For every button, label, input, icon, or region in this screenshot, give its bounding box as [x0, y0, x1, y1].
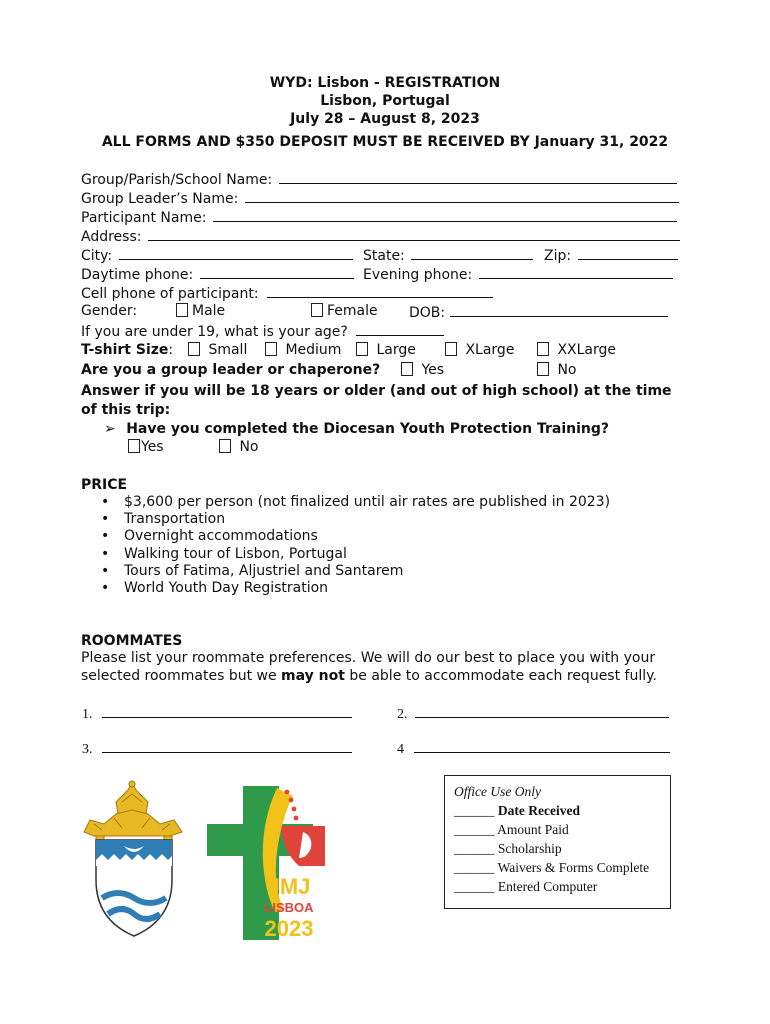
- male-label: Male: [192, 303, 226, 319]
- tshirt-label: T-shirt Size: [81, 342, 169, 358]
- size-large-label: Large: [376, 342, 416, 358]
- office-item-label: Waivers & Forms Complete: [497, 860, 650, 875]
- daytime-phone-field[interactable]: [200, 265, 354, 279]
- size-xlarge-checkbox[interactable]: [445, 342, 457, 356]
- participant-name-row: [81, 208, 677, 226]
- roommate-3-number: 3.: [82, 742, 93, 757]
- training-no-label: No: [239, 439, 259, 455]
- zip-label: Zip:: [544, 248, 572, 264]
- logo-text-year: 2023: [264, 916, 314, 941]
- size-xlarge-label: XLarge: [465, 342, 515, 358]
- office-item-label: Entered Computer: [497, 879, 598, 894]
- arrow-bullet-icon: ➢: [104, 421, 116, 437]
- office-blank: ______: [454, 841, 495, 856]
- age-label: If you are under 19, what is your age?: [81, 324, 348, 340]
- office-item: [454, 801, 670, 820]
- cell-phone-label: Cell phone of participant:: [81, 286, 259, 302]
- roommate-2-number: 2.: [397, 707, 408, 722]
- jmj-lisboa-logo-icon: [203, 782, 353, 944]
- size-xxlarge-option[interactable]: [537, 342, 616, 358]
- roommates-heading: ROOMMATES: [81, 633, 183, 649]
- price-item: • Walking tour of Lisbon, Portugal: [103, 546, 610, 563]
- leader-name-label: Group Leader’s Name:: [81, 191, 239, 207]
- address-field[interactable]: [148, 227, 680, 241]
- roommate-2-row: [397, 704, 669, 723]
- state-row: [363, 246, 533, 264]
- tshirt-colon: :: [168, 342, 174, 358]
- participant-name-field[interactable]: [213, 208, 677, 222]
- evening-phone-field[interactable]: [479, 265, 673, 279]
- office-item: [454, 839, 670, 858]
- size-medium-option[interactable]: [265, 342, 341, 358]
- location: Lisbon, Portugal: [320, 93, 450, 109]
- training-yes-checkbox[interactable]: [128, 439, 140, 453]
- logo-text-lisboa: LISBOA: [264, 900, 314, 915]
- roommates-text-line2: [81, 668, 657, 684]
- gender-female-option[interactable]: [311, 303, 378, 319]
- size-large-option[interactable]: [356, 342, 416, 358]
- age-row: [81, 322, 444, 340]
- leader-question: Are you a group leader or chaperone?: [81, 362, 381, 378]
- state-label: State:: [363, 248, 405, 264]
- office-item-label: Date Received: [497, 803, 580, 818]
- price-item: • $3,600 per person (not finalized until air rates are published in 2023): [103, 494, 610, 511]
- participant-name-label: Participant Name:: [81, 210, 207, 226]
- size-small-option[interactable]: [188, 342, 247, 358]
- cell-phone-row: [81, 284, 493, 302]
- office-item-label: Amount Paid: [497, 822, 569, 837]
- adult-note-line2: of this trip:: [81, 402, 171, 418]
- zip-row: [544, 246, 678, 264]
- evening-phone-row: [363, 265, 673, 283]
- size-large-checkbox[interactable]: [356, 342, 368, 356]
- price-item: • World Youth Day Registration: [103, 580, 610, 597]
- state-field[interactable]: [411, 246, 533, 260]
- female-label: Female: [327, 303, 378, 319]
- size-medium-label: Medium: [285, 342, 342, 358]
- leader-no-option[interactable]: [537, 362, 577, 378]
- training-yes-option[interactable]: [128, 439, 164, 455]
- group-name-label: Group/Parish/School Name:: [81, 172, 273, 188]
- office-use-title: Office Use Only: [454, 784, 541, 799]
- form-title: WYD: Lisbon - REGISTRATION: [269, 75, 501, 91]
- office-item: [454, 820, 670, 839]
- size-xxlarge-label: XXLarge: [557, 342, 617, 358]
- city-label: City:: [81, 248, 113, 264]
- office-blank: ______: [454, 860, 495, 875]
- female-checkbox[interactable]: [311, 303, 323, 317]
- office-blank: ______: [454, 803, 495, 818]
- roommates-text-a: selected roommates but we: [81, 668, 282, 684]
- training-row: [104, 421, 609, 437]
- leader-name-row: [81, 189, 679, 207]
- age-field[interactable]: [356, 322, 444, 336]
- office-item: [454, 877, 670, 896]
- roommate-3-row: [82, 739, 352, 758]
- city-row: [81, 246, 353, 264]
- size-medium-checkbox[interactable]: [265, 342, 277, 356]
- diocese-crest-icon: [78, 780, 190, 940]
- address-label: Address:: [81, 229, 142, 245]
- office-item: [454, 858, 670, 877]
- training-question: Have you completed the Diocesan Youth Protection Training?: [126, 421, 610, 437]
- roommate-1-row: [82, 704, 352, 723]
- adult-note-line1: Answer if you will be 18 years or older (and out of high school) at the time: [81, 383, 672, 399]
- price-item: • Transportation: [103, 511, 610, 528]
- roommate-1-number: 1.: [82, 707, 93, 722]
- price-heading: PRICE: [81, 477, 128, 493]
- roommates-emphasis: may not: [281, 668, 345, 684]
- roommate-3-field[interactable]: [102, 739, 352, 753]
- leader-name-field[interactable]: [245, 189, 679, 203]
- office-use-box: [444, 775, 671, 909]
- training-yes-label: Yes: [141, 439, 164, 455]
- daytime-phone-label: Daytime phone:: [81, 267, 194, 283]
- dob-row: [409, 303, 668, 321]
- daytime-phone-row: [81, 265, 354, 283]
- address-row: [81, 227, 680, 245]
- cell-phone-field[interactable]: [267, 284, 493, 298]
- training-no-option[interactable]: [219, 439, 259, 455]
- size-small-label: Small: [208, 342, 248, 358]
- price-item: • Overnight accommodations: [103, 528, 610, 545]
- size-xlarge-option[interactable]: [445, 342, 514, 358]
- roommate-4-number: 4: [397, 742, 404, 757]
- dates: July 28 – August 8, 2023: [290, 111, 480, 127]
- office-item-label: Scholarship: [497, 841, 562, 856]
- price-list: [103, 494, 610, 597]
- leader-yes-checkbox[interactable]: [401, 362, 413, 376]
- deadline-notice: ALL FORMS AND $350 DEPOSIT MUST BE RECEIVED BY January 31, 2022: [101, 134, 669, 150]
- group-name-field[interactable]: [279, 170, 677, 184]
- gender-male-option[interactable]: [176, 303, 225, 319]
- zip-field[interactable]: [578, 246, 678, 260]
- leader-no-label: No: [557, 362, 577, 378]
- roommate-4-field[interactable]: [414, 739, 670, 753]
- roommate-4-row: [397, 739, 670, 758]
- roommates-text-c: be able to accommodate each request fully.: [344, 668, 657, 684]
- dob-field[interactable]: [450, 303, 668, 317]
- roommate-1-field[interactable]: [102, 704, 352, 718]
- male-checkbox[interactable]: [176, 303, 188, 317]
- training-no-checkbox[interactable]: [219, 439, 231, 453]
- size-xxlarge-checkbox[interactable]: [537, 342, 549, 356]
- roommate-2-field[interactable]: [415, 704, 669, 718]
- leader-no-checkbox[interactable]: [537, 362, 549, 376]
- price-item: • Tours of Fatima, Aljustriel and Santarem: [103, 563, 610, 580]
- roommates-text-line1: Please list your roommate preferences. We will do our best to place you with your: [81, 650, 656, 666]
- group-name-row: [81, 170, 677, 188]
- leader-yes-label: Yes: [421, 362, 445, 378]
- size-small-checkbox[interactable]: [188, 342, 200, 356]
- office-blank: ______: [454, 879, 495, 894]
- leader-yes-option[interactable]: [401, 362, 444, 378]
- gender-label: Gender:: [81, 303, 138, 319]
- tshirt-label-wrap: [81, 342, 173, 358]
- logo-text-jmj: JMJ: [267, 874, 311, 899]
- dob-label: DOB:: [409, 305, 446, 321]
- evening-phone-label: Evening phone:: [363, 267, 473, 283]
- office-blank: ______: [454, 822, 495, 837]
- city-field[interactable]: [119, 246, 353, 260]
